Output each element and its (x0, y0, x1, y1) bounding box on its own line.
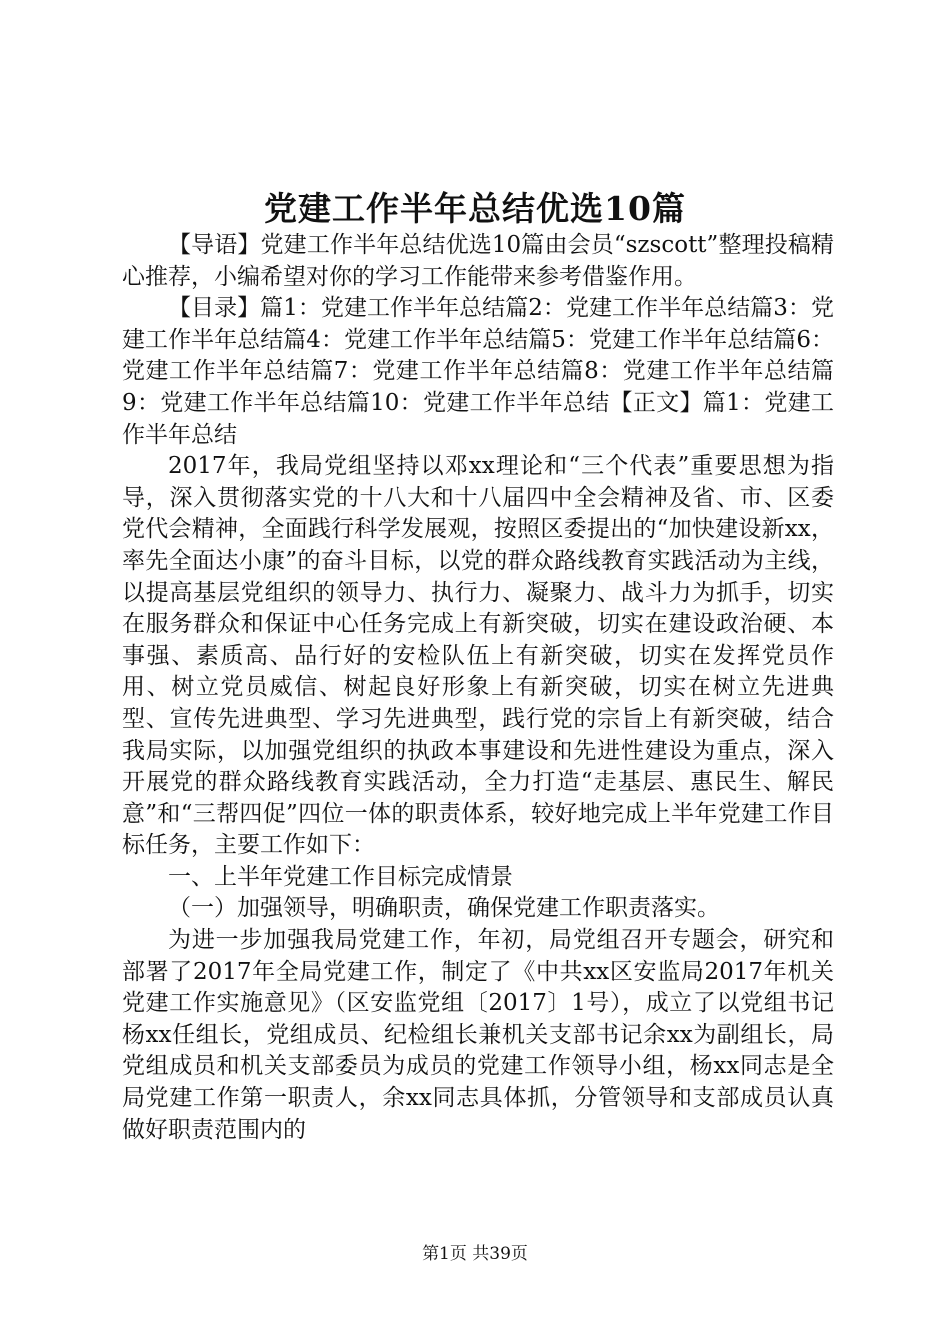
body-paragraph: 为进一步加强我局党建工作，年初，局党组召开专题会，研究和部署了2017年全局党建工作，制定了《中共xx区安监局2017年机关党建工作实施意见》（区安监党组〔2017〕1号），成立了以党组书记杨xx任组长，党组成员、纪检组长兼机关支部书记余xx为副组长，局党组成员和机关支部委员为成员的党建工作领导小组，杨xx同志是全局党建工作第一职责人，余xx同志具体抓，分管领导和支部成员认真做好职责范围内的 (122, 927, 834, 1143)
body-paragraph: 2017年，我局党组坚持以邓xx理论和“三个代表”重要思想为指导，深入贯彻落实党的十八大和十八届四中全会精神及省、市、区委党代会精神，全面践行科学发展观，按照区委提出的“加快建设新xx，率先全面达小康”的奋斗目标，以党的群众路线教育实践活动为主线，以提高基层党组织的领导力、执行力、凝聚力、战斗力为抓手，切实在服务群众和保证中心任务完成上有新突破，切实在建设政治硬、本事强、素质高、品行好的安检队伍上有新突破，切实在发挥党员作用、树立党员威信、树起良好形象上有新突破，切实在树立先进典型、宣传先进典型、学习先进典型，践行党的宗旨上有新突破，结合我局实际，以加强党组织的执政本事建设和先进性建设为重点，深入开展党的群众路线教育实践活动，全力打造“走基层、惠民生、解民意”和“三帮四促”四位一体的职责体系，较好地完成上半年党建工作目标任务，主要工作如下： (122, 453, 834, 859)
section-heading: 一、上半年党建工作目标完成情景 (168, 863, 513, 890)
intro-paragraph: 【导语】党建工作半年总结优选10篇由会员“szscott”整理投稿精心推荐，小编希望对你的学习工作能带来参考借鉴作用。 (122, 232, 834, 290)
document-title: 党建工作半年总结优选10篇 (264, 189, 686, 228)
document-body (122, 230, 834, 1146)
subsection-heading: （一）加强领导，明确职责，确保党建工作职责落实。 (168, 895, 720, 922)
contents-paragraph: 【目录】篇1：党建工作半年总结篇2：党建工作半年总结篇3：党建工作半年总结篇4：党建工作半年总结篇5：党建工作半年总结篇6：党建工作半年总结篇7：党建工作半年总结篇8：党建工作半年总结篇9：党建工作半年总结篇10：党建工作半年总结【正文】篇1：党建工作半年总结 (122, 295, 834, 448)
page-number-footer: 第1页 共39页 (422, 1244, 528, 1264)
